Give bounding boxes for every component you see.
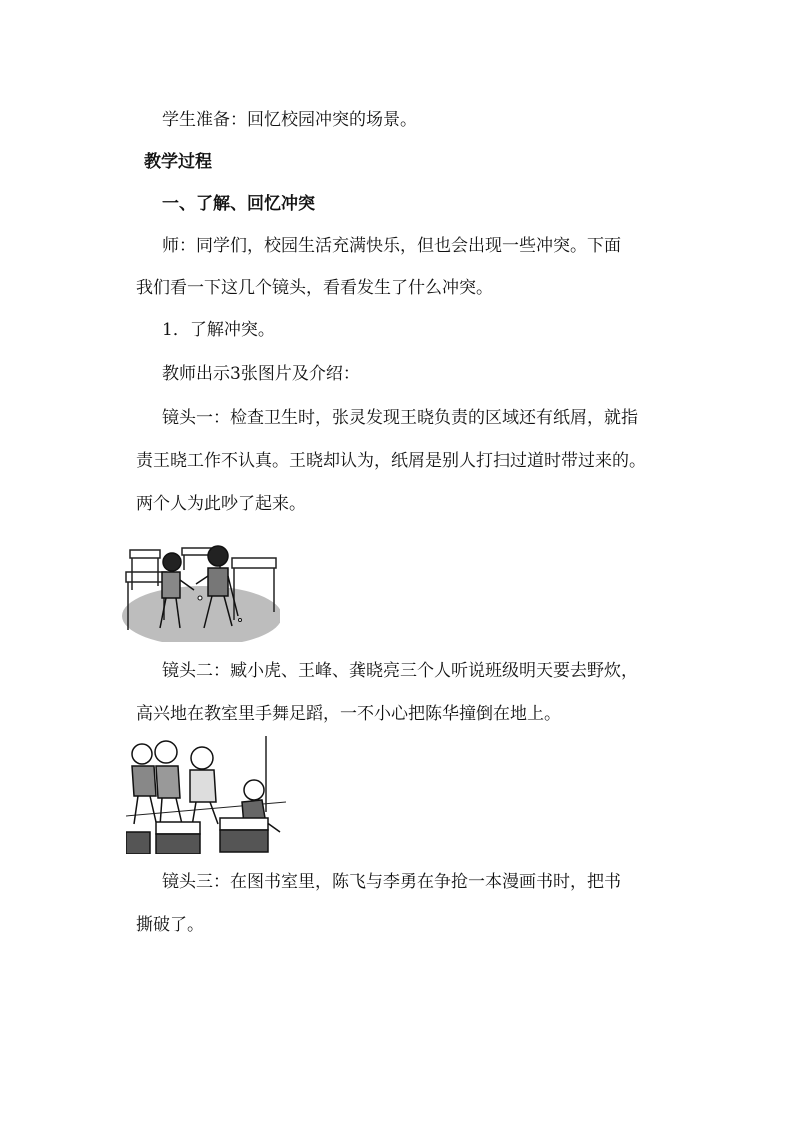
scene2-line1: 镜头二：臧小虎、王峰、龚晓亮三个人听说班级明天要去野炊，: [162, 661, 638, 681]
student-prep: 学生准备：回忆校园冲突的场景。: [162, 110, 417, 130]
teacher-intro-line2: 我们看一下这几个镜头，看看发生了什么冲突。: [136, 278, 493, 298]
classroom-collision-illustration: [126, 736, 286, 854]
step-1: 1．了解冲突。: [162, 320, 275, 340]
sub-title: 一、了解、回忆冲突: [162, 194, 315, 214]
scene3-line1: 镜头三：在图书室里，陈飞与李勇在争抢一本漫画书时，把书: [162, 872, 621, 892]
scene2-line2: 高兴地在教室里手舞足蹈，一不小心把陈华撞倒在地上。: [136, 704, 561, 724]
scene3-line2: 撕破了。: [136, 915, 204, 935]
scene1-line2: 责王晓工作不认真。王晓却认为，纸屑是别人打扫过道时带过来的。: [136, 451, 646, 471]
classroom-argument-illustration: [122, 520, 280, 642]
scene1-line1: 镜头一：检查卫生时，张灵发现王晓负责的区域还有纸屑，就指: [162, 408, 638, 428]
section-title: 教学过程: [144, 152, 212, 172]
teacher-show: 教师出示3张图片及介绍：: [162, 364, 360, 384]
illustration-scene1: [122, 520, 280, 642]
scene1-line3: 两个人为此吵了起来。: [136, 494, 306, 514]
teacher-intro-line1: 师：同学们，校园生活充满快乐，但也会出现一些冲突。下面: [162, 236, 621, 256]
illustration-scene2: [126, 736, 286, 854]
